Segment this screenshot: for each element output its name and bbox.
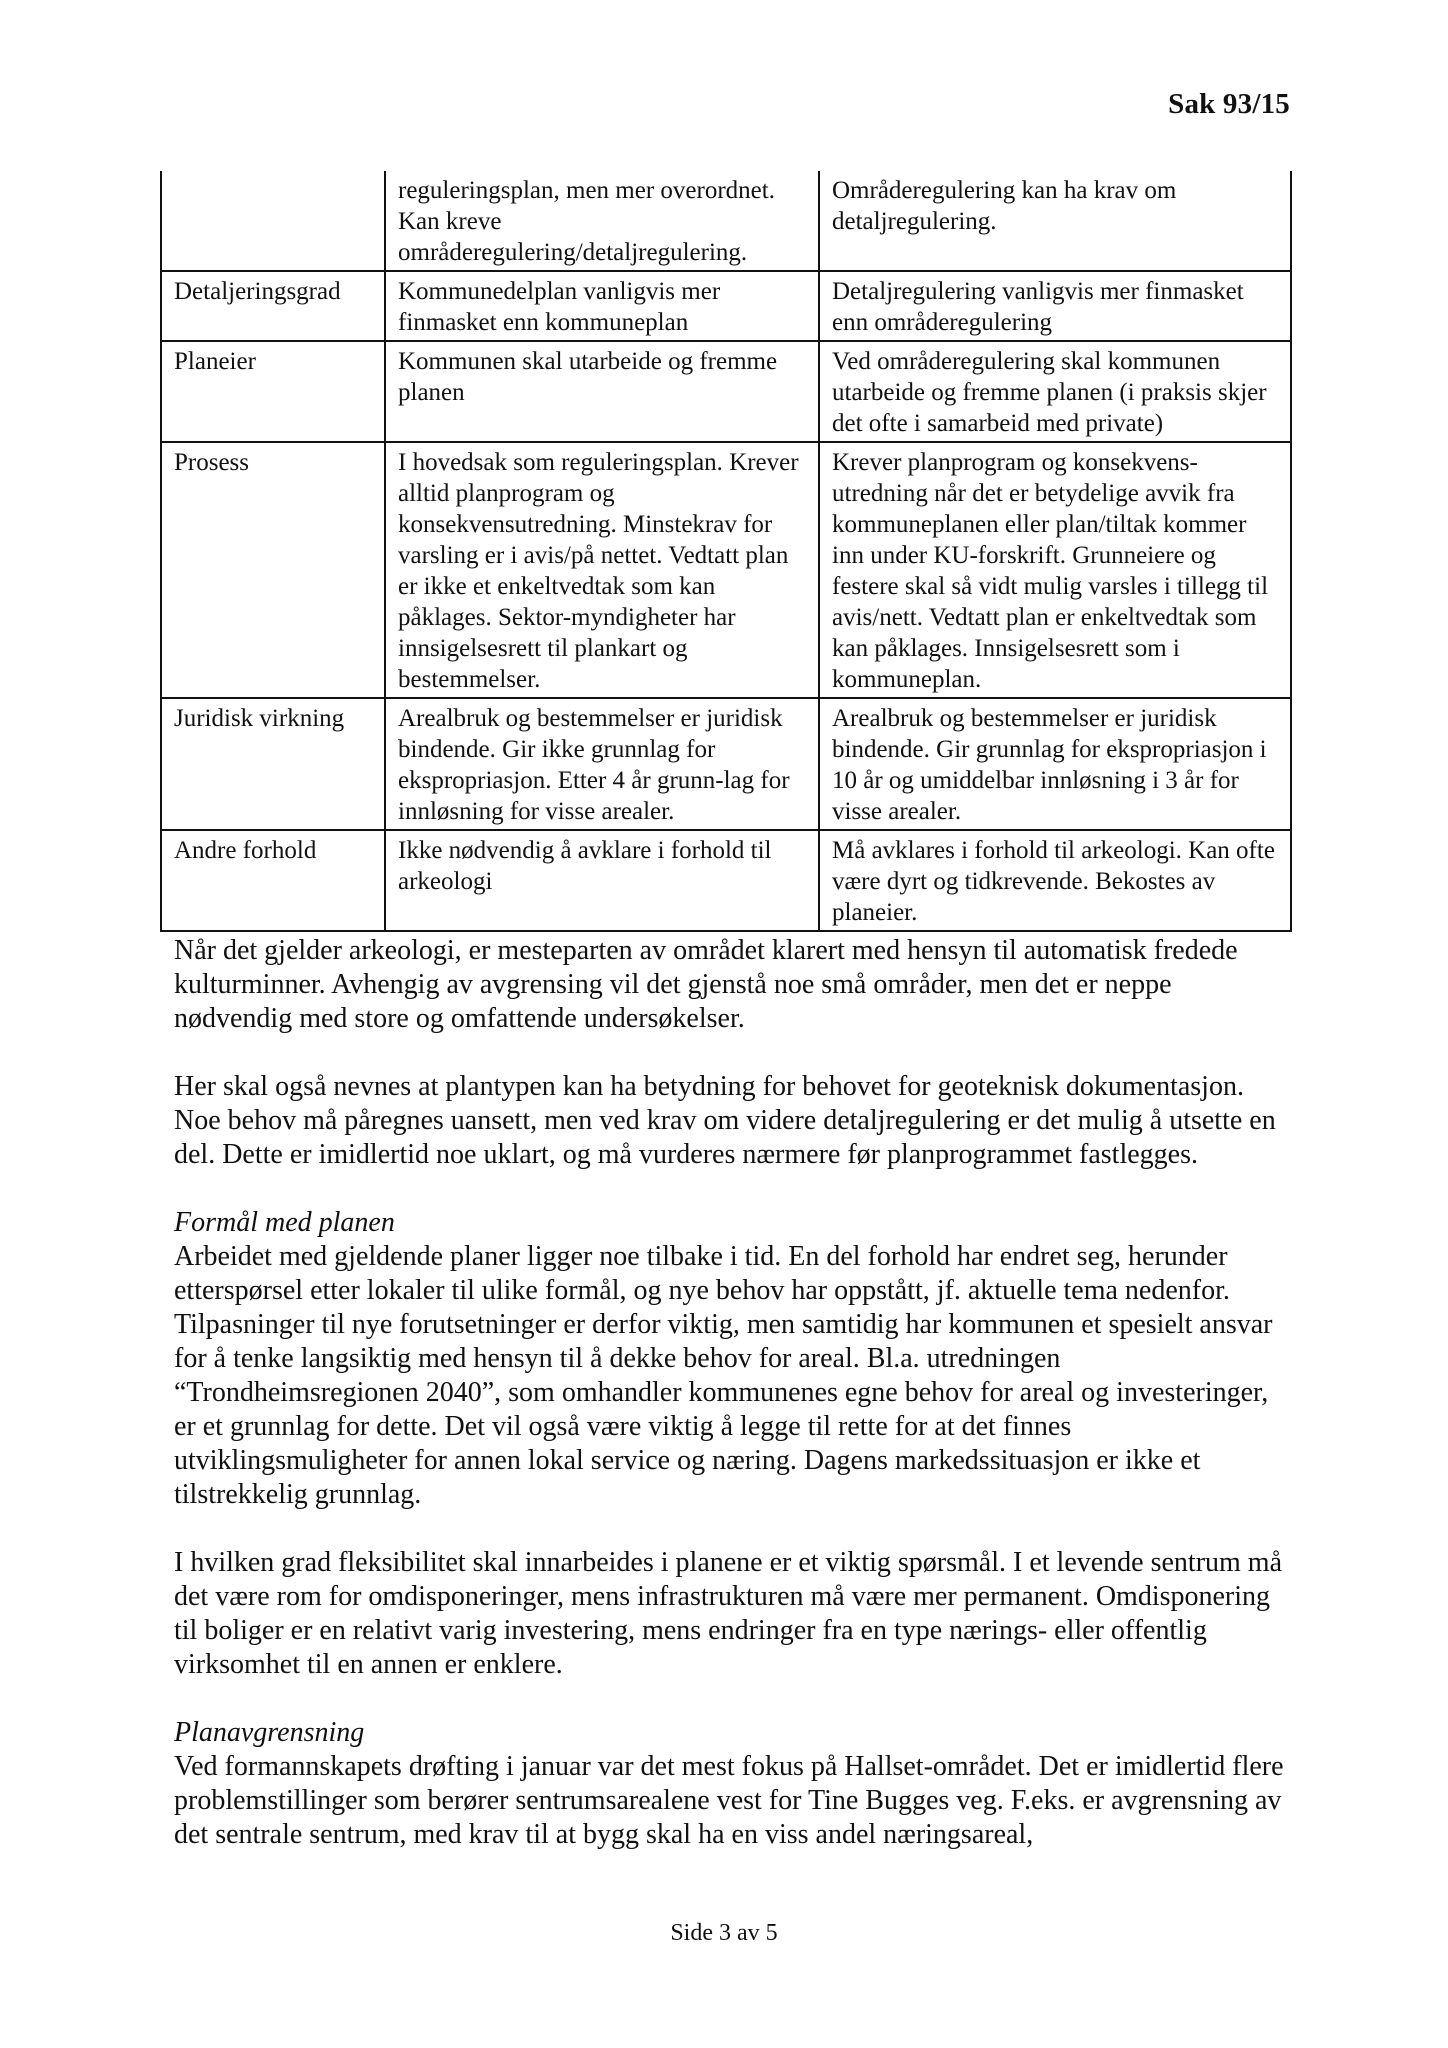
table-row <box>161 171 1291 271</box>
table-row <box>161 698 1291 830</box>
cell-kommunedelplan: I hovedsak som reguleringsplan. Krever alltid planprogram og konsekvensutredning. Minstekrav for varsling er i avis/på nettet. Vedtatt plan er ikke et enkeltvedtak som kan påklages. Sektor-myndigheter har innsigelsesrett til plankart og bestemmelser. <box>385 442 819 698</box>
table-row <box>161 271 1291 341</box>
cell-reguleringsplan: Områderegulering kan ha krav om detaljregulering. <box>819 171 1291 271</box>
row-label: Detaljeringsgrad <box>161 271 385 341</box>
cell-kommunedelplan: Kommunedelplan vanligvis mer finmasket enn kommuneplan <box>385 271 819 341</box>
page-number: Side 3 av 5 <box>670 1920 778 1946</box>
cell-reguleringsplan: Ved områderegulering skal kommunen utarbeide og fremme planen (i praksis skjer det ofte i samarbeid med private) <box>819 341 1291 442</box>
cell-reguleringsplan: Må avklares i forhold til arkeologi. Kan ofte være dyrt og tidkrevende. Bekostes av planeier. <box>819 830 1291 931</box>
paragraph-geotechnical: Her skal også nevnes at plantypen kan ha betydning for behovet for geoteknisk dokumentasjon. Noe behov må påregnes uansett, men ved krav om videre detaljregulering er det mulig å utsette en del. Dette er imidlertid noe uklart, og må vurderes nærmere før planprogrammet fastlegges. <box>174 1071 1276 1170</box>
cell-kommunedelplan: Ikke nødvendig å avklare i forhold til arkeologi <box>385 830 819 931</box>
cell-reguleringsplan: Detaljregulering vanligvis mer finmasket enn områderegulering <box>819 271 1291 341</box>
heading-plan-boundary: Planavgrensning <box>174 1717 365 1748</box>
row-label <box>161 171 385 271</box>
table-row <box>161 442 1291 698</box>
paragraph-flexibility: I hvilken grad fleksibilitet skal innarbeides i planene er et viktig spørsmål. I et levende sentrum må det være rom for omdisponeringer, mens infrastrukturen må være mer permanent. Omdisponering til boliger er en relativt varig investering, mens endringer fra en type nærings- eller offentlig virksomhet til en annen er enklere. <box>174 1547 1283 1680</box>
plan-comparison-table <box>160 171 1290 932</box>
paragraph-purpose: Arbeidet med gjeldende planer ligger noe tilbake i tid. En del forhold har endret seg, herunder etterspørsel etter lokaler til ulike formål, og nye behov har oppstått, jf. aktuelle tema nedenfor. Tilpasninger til nye forutsetninger er derfor viktig, men samtidig har kommunen et spesielt ansvar for å tenke langsiktig med hensyn til å dekke behov for areal. Bl.a. utredningen “Trondheimsregionen 2040”, som omhandler kommunenes egne behov for areal og investeringer, er et grunnlag for dette. Det vil også være viktig å legge til rette for at det finnes utviklingsmuligheter for annen lokal service og næring. Dagens markedssituasjon er ikke et tilstrekkelig grunnlag. <box>174 1241 1273 1510</box>
cell-kommunedelplan: reguleringsplan, men mer overordnet. Kan kreve områderegulering/detaljregulering. <box>385 171 819 271</box>
row-label: Prosess <box>161 442 385 698</box>
row-label: Andre forhold <box>161 830 385 931</box>
table-row <box>161 341 1291 442</box>
comparison-table <box>160 171 1292 932</box>
table-row <box>161 830 1291 931</box>
paragraph-plan-boundary: Ved formannskapets drøfting i januar var det mest fokus på Hallset-området. Det er imidlertid flere problemstillinger som berører sentrumsarealene vest for Tine Bugges veg. F.eks. er avgrensning av det sentrale sentrum, med krav til at bygg skal ha en viss andel næringsareal, <box>174 1751 1284 1850</box>
row-label: Juridisk virkning <box>161 698 385 830</box>
paragraph-archaeology: Når det gjelder arkeologi, er mesteparten av området klarert med hensyn til automatisk fredede kulturminner. Avhengig av avgrensing vil det gjenstå noe små områder, men det er neppe nødvendig med store og omfattende undersøkelser. <box>174 935 1238 1034</box>
cell-kommunedelplan: Arealbruk og bestemmelser er juridisk bindende. Gir ikke grunnlag for ekspropriasjon. Etter 4 år grunn-lag for innløsning for visse arealer. <box>385 698 819 830</box>
cell-kommunedelplan: Kommunen skal utarbeide og fremme planen <box>385 341 819 442</box>
cell-reguleringsplan: Krever planprogram og konsekvens-utredning når det er betydelige avvik fra kommuneplanen eller plan/tiltak kommer inn under KU-forskrift. Grunneiere og festere skal så vidt mulig varsles i tillegg til avis/nett. Vedtatt plan er enkeltvedtak som kan påklages. Innsigelsesrett som i kommuneplan. <box>819 442 1291 698</box>
heading-purpose: Formål med planen <box>174 1207 395 1238</box>
body-text <box>174 934 1294 1886</box>
cell-reguleringsplan: Arealbruk og bestemmelser er juridisk bindende. Gir grunnlag for ekspropriasjon i 10 år og umiddelbar innløsning i 3 år for visse arealer. <box>819 698 1291 830</box>
case-reference: Sak 93/15 <box>1168 88 1290 120</box>
row-label: Planeier <box>161 341 385 442</box>
